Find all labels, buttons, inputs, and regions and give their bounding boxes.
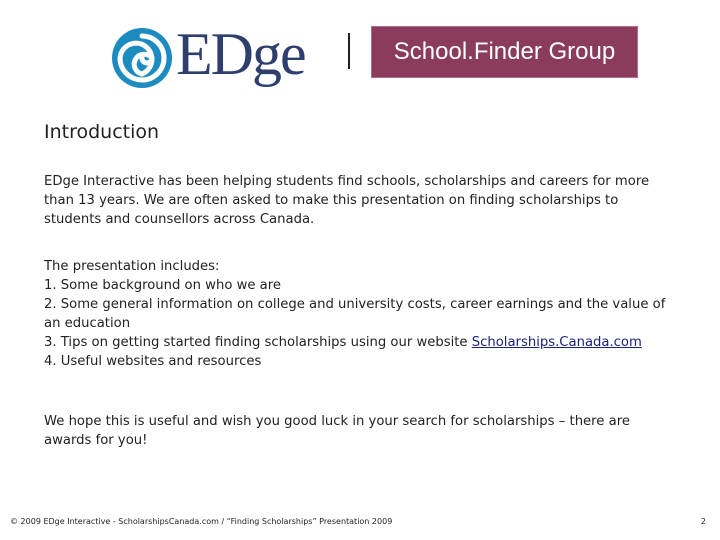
brand-wordmark: EDge [176,21,305,87]
page-title: Introduction [44,121,160,143]
spiral-logo-icon [110,26,174,90]
list-item: 4. Useful websites and resources [44,354,262,369]
edge-logo [110,22,360,92]
header-divider [348,33,350,69]
list-item-text: 3. Tips on getting started finding scholarships using our website [44,335,472,350]
footer-copyright: © 2009 EDge Interactive - ScholarshipsCanada.com / “Finding Scholarships” Presentation 2009 [10,517,393,526]
scholarships-canada-link[interactable]: Scholarships.Canada.com [471,335,642,350]
list-item [44,333,674,352]
includes-label: The presentation includes: [44,259,220,274]
schoolfinder-group-badge: School.Finder Group [371,26,638,78]
page-number: 2 [700,517,706,526]
closing-paragraph: We hope this is useful and wish you good luck in your search for scholarships – there are awards for you! [44,414,630,448]
includes-list [44,257,674,371]
list-item: 1. Some background on who we are [44,278,281,293]
list-item: 2. Some general information on college and university costs, career earnings and the value of an education [44,297,666,331]
intro-paragraph: EDge Interactive has been helping students find schools, scholarships and careers for more than 13 years. We are often asked to make this presentation on finding scholarships to students and counsellors across Canada. [44,174,650,227]
